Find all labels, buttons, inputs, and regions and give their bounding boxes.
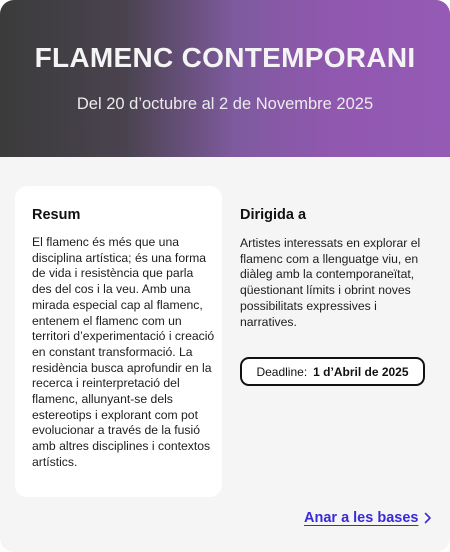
deadline-date: 1 d’Abril de 2025 (313, 364, 409, 379)
date-range: Del 20 d’octubre al 2 de Novembre 2025 (76, 95, 374, 113)
deadline-label: Deadline: (256, 364, 308, 379)
page-title: FLAMENC CONTEMPORANI (34, 42, 416, 73)
summary-text: El flamenc és més que una disciplina artística; és una forma de vida i resistència que parla des del cos i la veu. Amb una mirada especial cap al flamenc, entenem el flamenc com un territori d’experimentació i creació en constant transformació. La residència busca aprofundir en la recerca i reinterpretació del flamenc, allunyant-se dels estereotips i explorant com pot evolucionar a través de la fusió amb altres disciplines i contextos artístics. (32, 235, 215, 469)
target-heading: Dirigida a (240, 207, 307, 223)
summary-panel (15, 186, 222, 497)
deadline-badge (240, 357, 425, 386)
summary-heading: Resum (32, 207, 81, 223)
chevron-right-icon (424, 511, 432, 529)
bases-link[interactable] (304, 507, 432, 529)
bases-link-label: Anar a les bases (304, 510, 419, 526)
hero-banner (0, 0, 450, 157)
target-text: Artistes interessats en explorar el flamenc com a llenguatge viu, en diàleg amb la contemporaneïtat, qüestionant límits i obrint noves possibilitats expressives i narratives. (240, 236, 421, 329)
